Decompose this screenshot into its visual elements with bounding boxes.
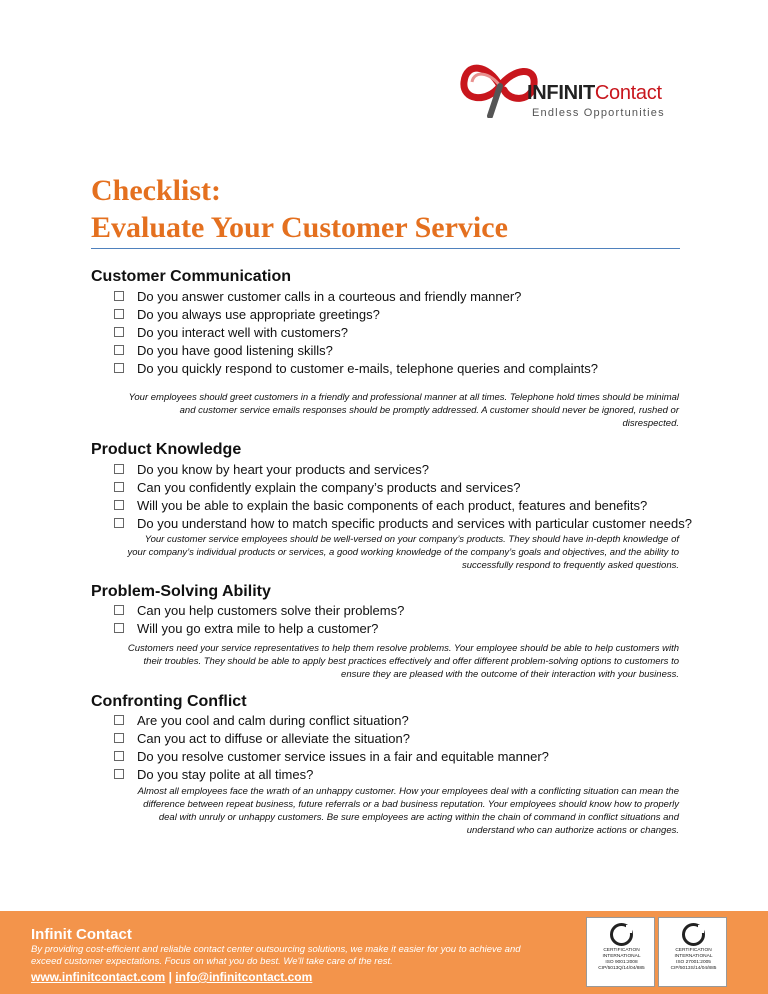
iso-27001-certification-badge [658, 917, 727, 987]
certification-line: CIP/5013Q/14/04/885 [598, 966, 645, 971]
section-heading-product-knowledge: Product Knowledge [91, 441, 242, 458]
section-note-problem-solving-ability [91, 642, 679, 681]
certification-line: CERTIFICATION [675, 948, 712, 953]
note-line: deal with unruly or unhappy customers. Be sure employees are acting within the chain of command in conflict situations and [158, 812, 679, 823]
note-line: their troubles. They should be able to apply best practices effectively and offer different problem-solving options to customers to [143, 656, 679, 667]
note-line: Your customer service employees should be well-versed on your company’s products. They should have in-depth knowledge of [144, 534, 679, 545]
certification-line: INTERNATIONAL [674, 954, 713, 959]
certification-line: ISO 9001:2008 [605, 960, 638, 965]
note-line: ensure they are pleased with the outcome of their interaction with your business. [341, 669, 679, 680]
checkbox-icon[interactable] [114, 715, 124, 725]
note-line: your company’s individual products or services, a good working knowledge of the company’s goals and objectives, and the ability to [127, 547, 679, 558]
certification-text [659, 948, 728, 972]
checklist-item-text: Do you interact well with customers? [137, 324, 348, 340]
checkbox-icon[interactable] [114, 623, 124, 633]
checklist-item-text: Do you always use appropriate greetings? [137, 306, 380, 322]
checklist-item[interactable] [114, 478, 692, 496]
iso-9001-certification-badge [586, 917, 655, 987]
checkbox-icon[interactable] [114, 345, 124, 355]
checklist-item-text: Can you confidently explain the company’s products and services? [137, 479, 521, 495]
checklist-item-text: Will you be able to explain the basic components of each product, features and benefits? [137, 497, 648, 513]
checklist-item-text: Do you know by heart your products and services? [137, 461, 429, 477]
checklist-item-text: Are you cool and calm during conflict situation? [137, 712, 409, 728]
checkbox-icon[interactable] [114, 500, 124, 510]
checklist-item[interactable] [114, 496, 692, 514]
checkbox-icon[interactable] [114, 769, 124, 779]
page-title-line-2: Evaluate Your Customer Service [91, 211, 508, 244]
checklist-item-text: Can you help customers solve their problems? [137, 602, 405, 618]
checklist-item[interactable] [114, 359, 598, 377]
note-line: and customer service emails responses should be promptly addressed. A customer should never be ignored, rushed or [179, 405, 679, 416]
page-title [91, 172, 508, 246]
page-footer [0, 911, 768, 994]
certification-line: INTERNATIONAL [602, 954, 641, 959]
footer-company-name: Infinit Contact [31, 926, 132, 943]
link-separator: | [168, 970, 172, 984]
checkbox-icon[interactable] [114, 733, 124, 743]
note-line: Your employees should greet customers in a friendly and professional manner at all times. Telephone hold times should be minimal [128, 392, 679, 403]
checkbox-icon[interactable] [114, 363, 124, 373]
note-line: Customers need your service representatives to help them resolve problems. Your employee should be able to help customers with [127, 643, 679, 654]
checklist-item-text: Do you quickly respond to customer e-mails, telephone queries and complaints? [137, 360, 599, 376]
checkbox-icon[interactable] [114, 327, 124, 337]
note-line: Almost all employees face the wrath of an unhappy customer. How your employees deal with a conflicting situation can mean the [137, 786, 679, 797]
website-link[interactable]: www.infinitcontact.com [31, 970, 166, 984]
checklist-item[interactable] [114, 460, 692, 478]
email-link[interactable]: info@infinitcontact.com [175, 970, 313, 984]
note-line: understand who can authorize actions or changes. [466, 825, 679, 836]
checklist-item-text: Can you act to diffuse or alleviate the situation? [137, 730, 410, 746]
checkbox-icon[interactable] [114, 291, 124, 301]
checklist-customer-communication [114, 287, 598, 377]
section-heading-problem-solving-ability: Problem-Solving Ability [91, 583, 271, 600]
logo-wordmark [527, 82, 662, 105]
certification-seal-icon [681, 922, 706, 947]
checklist-item-text: Do you have good listening skills? [137, 342, 333, 358]
checklist-item-text: Do you resolve customer service issues in a fair and equitable manner? [137, 748, 549, 764]
checklist-item-text: Do you answer customer calls in a courteous and friendly manner? [137, 288, 522, 304]
checkbox-icon[interactable] [114, 464, 124, 474]
certification-line: ISO 27001:2005 [676, 960, 711, 965]
checklist-item[interactable] [114, 305, 598, 323]
checklist-item[interactable] [114, 601, 404, 619]
checklist-item[interactable] [114, 323, 598, 341]
checklist-confronting-conflict [114, 711, 549, 783]
checklist-item-text: Do you understand how to match specific products and services with particular customer needs? [137, 515, 692, 531]
certification-line: CERTIFICATION [603, 948, 640, 953]
note-line: difference between repeat business, future referrals or a bad business reputation. Your employees should know how to properly [143, 799, 679, 810]
checklist-item[interactable] [114, 287, 598, 305]
title-divider [91, 248, 680, 249]
footer-description-line: By providing cost-efficient and reliable contact center outsourcing solutions, we make it easier for you to achieve and [31, 944, 521, 955]
certification-line: CIP/5013S/14/04/885 [670, 966, 717, 971]
checklist-item-text: Will you go extra mile to help a customer? [137, 620, 379, 636]
checkbox-icon[interactable] [114, 518, 124, 528]
certification-text [587, 948, 656, 972]
logo-wordmark-accent: Contact [594, 82, 662, 104]
checkbox-icon[interactable] [114, 309, 124, 319]
checklist-item[interactable] [114, 729, 549, 747]
checklist-item[interactable] [114, 341, 598, 359]
checklist-item[interactable] [114, 747, 549, 765]
checklist-item[interactable] [114, 711, 549, 729]
logo-tagline: Endless Opportunities [532, 107, 665, 119]
checklist-problem-solving-ability [114, 601, 404, 637]
note-line: disrespected. [622, 418, 679, 429]
checklist-product-knowledge [114, 460, 692, 532]
checklist-item[interactable] [114, 619, 404, 637]
checkbox-icon[interactable] [114, 751, 124, 761]
footer-contact-links [31, 970, 312, 984]
checkbox-icon[interactable] [114, 605, 124, 615]
section-note-confronting-conflict [91, 785, 679, 837]
section-heading-confronting-conflict: Confronting Conflict [91, 693, 247, 710]
page-title-line-1: Checklist: [91, 174, 221, 207]
company-logo [460, 56, 670, 126]
note-line: successfully respond to frequently asked questions. [461, 560, 679, 571]
checklist-item[interactable] [114, 514, 692, 532]
section-note-product-knowledge [91, 533, 679, 572]
checkbox-icon[interactable] [114, 482, 124, 492]
logo-wordmark-primary: INFINIT [527, 82, 595, 104]
footer-description [31, 944, 571, 968]
certification-seal-icon [609, 922, 634, 947]
section-note-customer-communication [91, 391, 679, 430]
section-heading-customer-communication: Customer Communication [91, 268, 292, 285]
checklist-item-text: Do you stay polite at all times? [137, 766, 314, 782]
checklist-item[interactable] [114, 765, 549, 783]
footer-description-line: exceed customer expectations. Focus on what you do best. We'll take care of the rest. [31, 956, 393, 967]
